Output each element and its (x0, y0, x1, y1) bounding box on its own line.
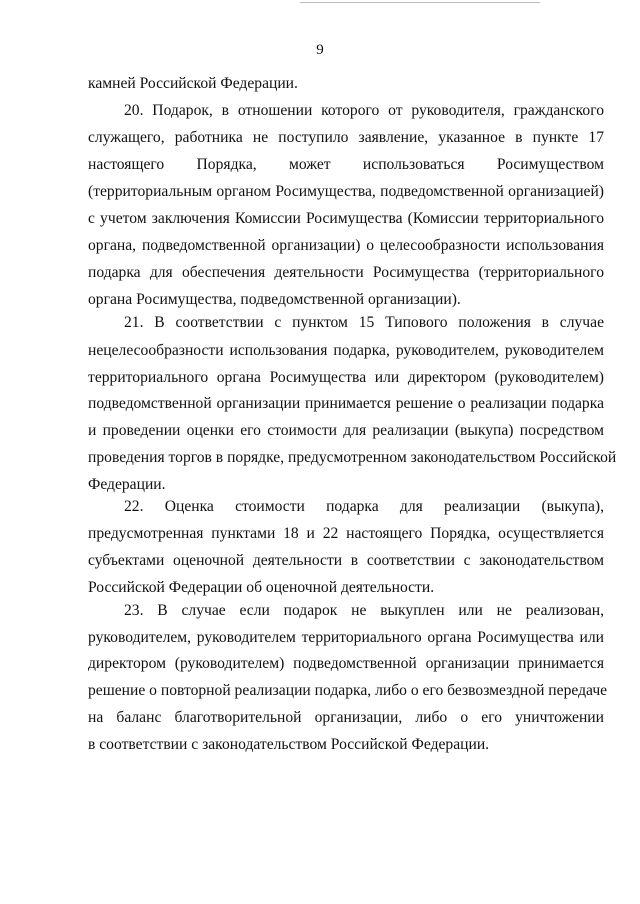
text-line: проведения торгов в порядке, предусмотренном законодательством Российской (88, 449, 617, 466)
text-line: с учетом заключения Комиссии Росимущества (Комиссии территориального (88, 210, 604, 227)
page-number: 9 (316, 42, 324, 58)
text-line: (территориальным органом Росимущества, подведомственной организацией) (88, 183, 604, 200)
text-line: Федерации. (88, 476, 166, 493)
text-line: решение о повторной реализации подарка, либо о его безвозмездной передаче (88, 682, 608, 699)
text-line: камней Российской Федерации. (88, 75, 298, 92)
text-line: органа, подведомственной организации) о целесообразности использования (88, 237, 604, 254)
text-line: нецелесообразности использования подарка, руководителем, руководителем (88, 342, 604, 359)
text-line: служащего, работника не поступило заявление, указанное в пункте 17 (88, 129, 604, 146)
text-line: руководителем, руководителем территориального органа Росимущества или (88, 629, 604, 646)
text-line: территориального органа Росимущества или директором (руководителем) (88, 369, 604, 386)
text-line: субъектами оценочной деятельности в соответствии с законодательством (88, 552, 604, 569)
scan-edge-line (300, 2, 540, 3)
text-line: органа Росимущества, подведомственной организации). (88, 291, 461, 308)
text-line: Российской Федерации об оценочной деятельности. (88, 579, 435, 596)
text-line: директором (руководителем) подведомственной организации принимается (88, 655, 604, 672)
text-line: на баланс благотворительной организации, либо о его уничтожении (88, 709, 604, 726)
text-line: в соответствии с законодательством Российской Федерации. (88, 736, 490, 753)
paragraph-21-start: 21. В соответствии с пунктом 15 Типового положения в случае (124, 314, 604, 331)
paragraph-22-start: 22. Оценка стоимости подарка для реализации (выкупа), (124, 498, 604, 515)
text-line: предусмотренная пунктами 18 и 22 настоящего Порядка, осуществляется (88, 525, 604, 542)
paragraph-23-start: 23. В случае если подарок не выкуплен или не реализован, (124, 602, 604, 619)
text-line: настоящего Порядка, может использоваться Росимуществом (88, 156, 604, 173)
paragraph-20-start: 20. Подарок, в отношении которого от руководителя, гражданского (124, 102, 604, 119)
text-line: подарка для обеспечения деятельности Росимущества (территориального (88, 264, 604, 281)
text-line: подведомственной организации принимается решение о реализации подарка (88, 395, 604, 412)
text-line: и проведении оценки его стоимости для реализации (выкупа) посредством (88, 422, 604, 439)
